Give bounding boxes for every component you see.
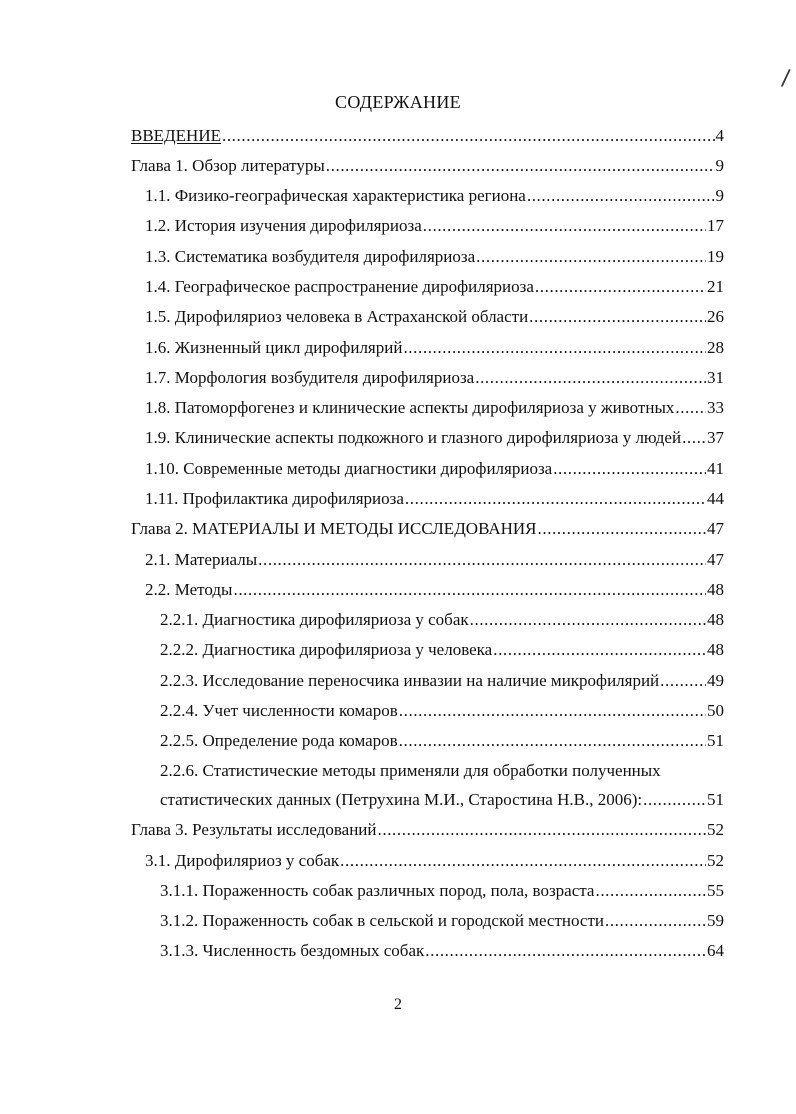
toc-entry-1-10[interactable] <box>145 459 724 479</box>
toc-entry-introduction[interactable] <box>131 126 724 146</box>
toc-entry-page: 4 <box>715 126 724 145</box>
toc-entry-label: 3.1.2. Пораженность собак в сельской и городской местности <box>160 911 604 930</box>
toc-entry-page: 48 <box>707 640 724 659</box>
toc-entry-3-1-3[interactable] <box>160 941 724 961</box>
toc-entry-1-3[interactable] <box>145 247 724 267</box>
toc-entry-page: 52 <box>707 820 724 839</box>
toc-entry-page: 33 <box>707 398 724 417</box>
toc-entry-page: 9 <box>715 186 724 205</box>
leader-dots <box>340 851 706 871</box>
toc-entry-page: 19 <box>707 247 724 266</box>
toc-entry-chapter-1[interactable] <box>131 156 724 176</box>
leader-dots <box>425 941 706 961</box>
toc-entry-label: 2.2.3. Исследование переносчика инвазии на наличие микрофилярий <box>160 671 660 690</box>
leader-dots <box>403 338 706 358</box>
leader-dots <box>399 701 706 721</box>
toc-entry-page: 48 <box>707 610 724 629</box>
toc-entry-label: 2.2.2. Диагностика дирофиляриоза у человека <box>160 640 493 659</box>
toc-entry-3-1[interactable] <box>145 851 724 871</box>
toc-entry-3-1-2[interactable] <box>160 911 724 931</box>
toc-entry-label: 3.1.3. Численность бездомных собак <box>160 941 425 960</box>
leader-dots <box>258 550 706 570</box>
leader-dots <box>595 881 706 901</box>
toc-entry-2-2-5[interactable] <box>160 731 724 751</box>
toc-entry-chapter-2[interactable] <box>131 519 724 539</box>
page-number: 2 <box>394 996 402 1013</box>
toc-entry-1-9[interactable] <box>145 428 724 448</box>
leader-dots <box>527 186 715 206</box>
leader-dots <box>470 610 706 630</box>
toc-entry-page: 47 <box>707 550 724 569</box>
leader-dots <box>493 640 706 660</box>
leader-dots <box>399 731 706 751</box>
toc-entry-3-1-1[interactable] <box>160 881 724 901</box>
toc-entry-1-4[interactable] <box>145 277 724 297</box>
toc-entry-2-1[interactable] <box>145 550 724 570</box>
toc-entry-page: 51 <box>707 731 724 750</box>
margin-pen-mark: / <box>780 65 792 92</box>
toc-entry-page: 21 <box>707 277 724 296</box>
toc-entry-page: 17 <box>707 216 724 235</box>
toc-entry-label: Глава 3. Результаты исследований <box>131 820 377 839</box>
leader-dots <box>423 216 706 236</box>
toc-entry-label: 1.9. Клинические аспекты подкожного и глазного дирофиляриоза у людей <box>145 428 682 447</box>
leader-dots <box>605 911 706 931</box>
toc-entry-2-2-3[interactable] <box>160 671 724 691</box>
toc-entry-page: 37 <box>707 428 724 447</box>
toc-entry-page: 47 <box>707 519 724 538</box>
toc-entry-label: Глава 2. МАТЕРИАЛЫ И МЕТОДЫ ИССЛЕДОВАНИЯ <box>131 519 537 538</box>
toc-entry-page: 26 <box>707 307 724 326</box>
leader-dots <box>535 277 706 297</box>
leader-dots <box>233 580 706 600</box>
toc-entry-page: 50 <box>707 701 724 720</box>
toc-entry-label: 1.1. Физико-географическая характеристика региона <box>145 186 526 205</box>
toc-entry-page: 64 <box>707 941 724 960</box>
leader-dots <box>405 489 706 509</box>
toc-entry-page: 31 <box>707 368 724 387</box>
toc-entry-label: 1.3. Систематика возбудителя дирофиляриоза <box>145 247 476 266</box>
leader-dots <box>553 459 706 479</box>
toc-entry-page: 9 <box>715 156 724 175</box>
toc-entry-label: 3.1.1. Пораженность собак различных пород, пола, возраста <box>160 881 595 900</box>
toc-entry-page: 55 <box>707 881 724 900</box>
toc-entry-page: 44 <box>707 489 724 508</box>
toc-entry-1-11[interactable] <box>145 489 724 509</box>
toc-entry-1-8[interactable] <box>145 398 724 418</box>
toc-entry-page: 51 <box>707 790 724 809</box>
toc-entry-chapter-3[interactable] <box>131 820 724 840</box>
toc-entry-label: статистических данных (Петрухина М.И., Старостина Н.В., 2006): <box>160 790 643 809</box>
toc-entry-1-7[interactable] <box>145 368 724 388</box>
toc-entry-label: 3.1. Дирофиляриоз у собак <box>145 851 340 870</box>
toc-entry-label: 1.5. Дирофиляриоз человека в Астраханской области <box>145 307 529 326</box>
toc-entry-2-2-6-first-line[interactable]: 2.2.6. Статистические методы применяли для обработки полученных <box>160 761 661 780</box>
toc-entry-label: 1.8. Патоморфогенез и клинические аспекты дирофиляриоза у животных <box>145 398 675 417</box>
toc-entry-label: ВВЕДЕНИЕ <box>131 126 221 145</box>
toc-entry-label: 1.4. Географическое распространение дирофиляриоза <box>145 277 534 296</box>
leader-dots <box>529 307 706 327</box>
toc-entry-label: 2.2.1. Диагностика дирофиляриоза у собак <box>160 610 469 629</box>
leader-dots <box>378 820 707 840</box>
toc-entry-2-2-6[interactable] <box>160 790 724 810</box>
toc-entry-label: 1.6. Жизненный цикл дирофилярий <box>145 338 403 357</box>
toc-entry-label: 2.2.5. Определение рода комаров <box>160 731 398 750</box>
toc-entry-2-2[interactable] <box>145 580 724 600</box>
toc-entry-1-5[interactable] <box>145 307 724 327</box>
toc-entry-2-2-1[interactable] <box>160 610 724 630</box>
leader-dots <box>476 247 706 267</box>
leader-dots <box>682 428 706 448</box>
toc-entry-page: 48 <box>707 580 724 599</box>
toc-entry-1-1[interactable] <box>145 186 724 206</box>
leader-dots <box>326 156 715 176</box>
toc-entry-label: 1.7. Морфология возбудителя дирофиляриоза <box>145 368 475 387</box>
leader-dots <box>222 126 715 146</box>
leader-dots <box>538 519 706 539</box>
toc-entry-2-2-4[interactable] <box>160 701 724 721</box>
leader-dots <box>660 671 706 691</box>
toc-entry-1-6[interactable] <box>145 338 724 358</box>
toc-entry-label: 2.2.4. Учет численности комаров <box>160 701 398 720</box>
toc-entry-label: 2.1. Материалы <box>145 550 258 569</box>
toc-entry-page: 49 <box>707 671 724 690</box>
toc-entry-label: 1.10. Современные методы диагностики дирофиляриоза <box>145 459 553 478</box>
toc-entry-page: 59 <box>707 911 724 930</box>
toc-entry-label: 1.11. Профилактика дирофиляриоза <box>145 489 404 508</box>
toc-entry-label: 1.2. История изучения дирофиляриоза <box>145 216 422 235</box>
toc-entry-page: 41 <box>707 459 724 478</box>
toc-entry-label: 2.2. Методы <box>145 580 233 599</box>
page-title: СОДЕРЖАНИЕ <box>335 92 461 112</box>
toc-entry-label: Глава 1. Обзор литературы <box>131 156 325 175</box>
leader-dots <box>475 368 706 388</box>
toc-entry-2-2-2[interactable] <box>160 640 724 660</box>
leader-dots <box>643 790 706 810</box>
leader-dots <box>675 398 706 418</box>
toc-entry-page: 52 <box>707 851 724 870</box>
toc-entry-page: 28 <box>707 338 724 357</box>
toc-entry-1-2[interactable] <box>145 216 724 236</box>
